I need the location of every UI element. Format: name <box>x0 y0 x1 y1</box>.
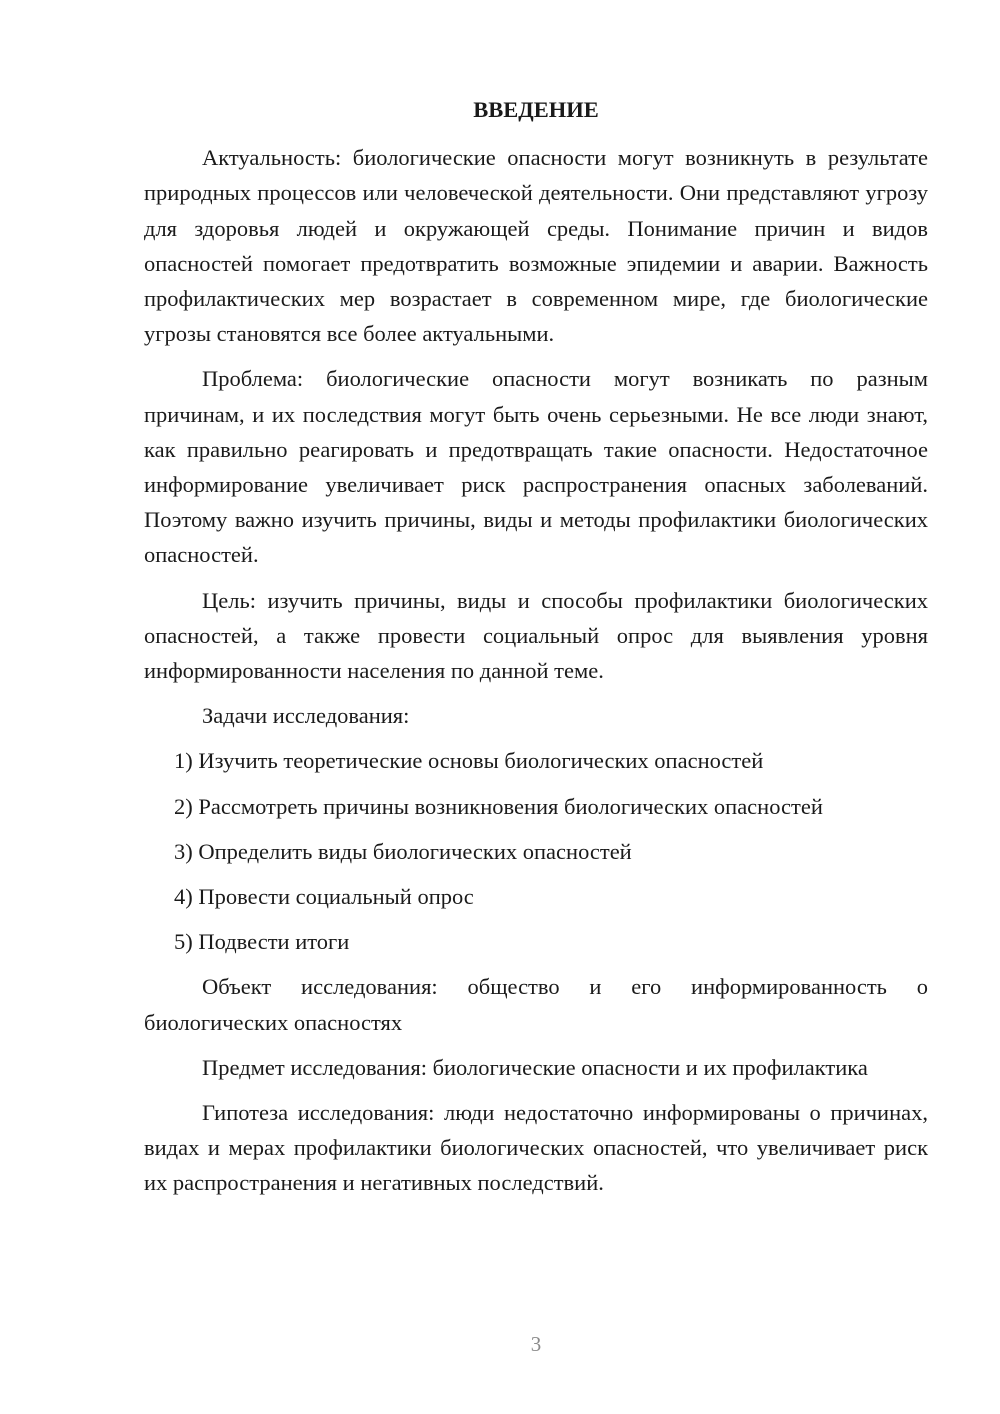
spacer <box>144 1085 928 1095</box>
problem-paragraph: Проблема: биологические опасности могут возникать по разным причинам, и их последствия могут быть очень серьезными. Не все люди знают, как правильно реагировать и предотвращать такие опасности. Недостаточное информирование увеличивает риск распространения опасных заболеваний. Поэтому важно изучить причины, виды и методы профилактики биологических опасностей. <box>144 366 928 568</box>
spacer <box>144 351 928 361</box>
relevance-paragraph: Актуальность: биологические опасности могут возникнуть в результате природных процессов или человеческой деятельности. Они представляют угрозу для здоровья людей и окружающей среды. Понимание причин и видов опасностей помогает предотвратить возможные эпидемии и аварии. Важность профилактических мер возрастает в современном мире, где биологические угрозы становятся все более актуальными. <box>144 145 928 347</box>
task-item: 4) Провести социальный опрос <box>174 884 474 910</box>
task-item: 2) Рассмотреть причины возникновения биологических опасностей <box>174 793 823 819</box>
hypothesis-paragraph: Гипотеза исследования: люди недостаточно информированы о причинах, видах и мерах профилактики биологических опасностей, что увеличивает риск их распространения и негативных последствий. <box>144 1100 928 1196</box>
goal-paragraph: Цель: изучить причины, виды и способы профилактики биологических опасностей, а также провести социальный опрос для выявления уровня информированности населения по данной теме. <box>144 587 928 684</box>
spacer <box>144 869 928 879</box>
spacer <box>144 959 928 969</box>
spacer <box>144 824 928 834</box>
task-item: 1) Изучить теоретические основы биологических опасностей <box>174 748 764 774</box>
spacer <box>144 914 928 924</box>
spacer <box>144 733 928 743</box>
spacer <box>144 779 928 789</box>
object-paragraph: Объект исследования: общество и его информированность о биологических опасностях <box>144 974 928 1035</box>
task-item: 5) Подвести итоги <box>174 929 350 955</box>
spacer <box>144 573 928 583</box>
spacer <box>144 1040 928 1050</box>
section-title: ВВЕДЕНИЕ <box>473 97 599 122</box>
page-content <box>144 92 928 1201</box>
tasks-heading: Задачи исследования: <box>202 703 410 729</box>
page-number: 3 <box>530 1332 542 1356</box>
subject-paragraph: Предмет исследования: биологические опасности и их профилактика <box>202 1054 868 1080</box>
spacer <box>144 688 928 698</box>
task-item: 3) Определить виды биологических опасностей <box>174 838 632 864</box>
